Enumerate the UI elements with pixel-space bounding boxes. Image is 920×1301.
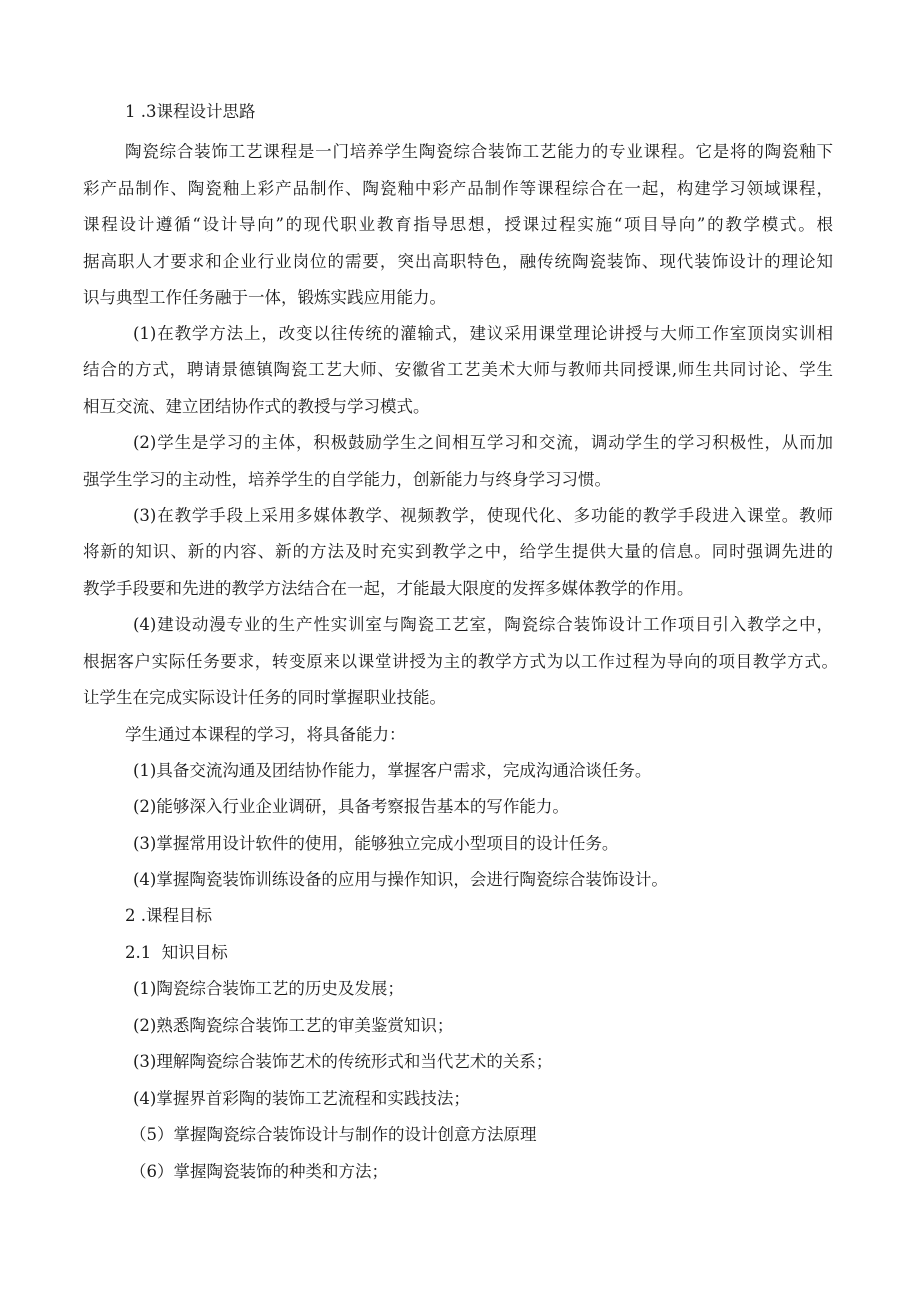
list-item: （6）掌握陶瓷装饰的种类和方法； — [130, 1162, 388, 1181]
paragraph-line: (3)在教学手段上采用多媒体教学、视频教学，使现代化、多功能的教学手段进入课堂。教师 — [133, 506, 833, 525]
paragraph-line: 识与典型工作任务融于一体，锻炼实践应用能力。 — [83, 288, 446, 307]
list-item: （5）掌握陶瓷综合装饰设计与制作的设计创意方法原理 — [130, 1125, 537, 1144]
paragraph-line: 据高职人才要求和企业行业岗位的需要，突出高职特色，融传统陶瓷装饰、现代装饰设计的理论知 — [83, 252, 833, 271]
section-heading-2-1: 2.1 知识目标 — [125, 943, 228, 962]
abilities-intro: 学生通过本课程的学习，将具备能力： — [125, 725, 406, 744]
list-item: (4)掌握陶瓷装饰训练设备的应用与操作知识，会进行陶瓷综合装饰设计。 — [133, 870, 668, 889]
list-item: (1)具备交流沟通及团结协作能力，掌握客户需求，完成沟通洽谈任务。 — [133, 761, 652, 780]
paragraph-line: 让学生在完成实际设计任务的同时掌握职业技能。 — [83, 688, 446, 707]
paragraph-line: 相互交流、建立团结协作式的教授与学习模式。 — [83, 397, 430, 416]
list-item: (1)陶瓷综合装饰工艺的历史及发展； — [133, 979, 404, 998]
list-item: (2)能够深入行业企业调研，具备考察报告基本的写作能力。 — [133, 797, 569, 816]
list-item: (2)熟悉陶瓷综合装饰工艺的审美鉴赏知识； — [133, 1016, 454, 1035]
paragraph-line: 彩产品制作、陶瓷釉上彩产品制作、陶瓷釉中彩产品制作等课程综合在一起，构建学习领域课程， — [83, 179, 833, 198]
list-item: (3)理解陶瓷综合装饰艺术的传统形式和当代艺术的关系； — [133, 1052, 553, 1071]
paragraph-line: 强学生学习的主动性，培养学生的自学能力，创新能力与终身学习习惯。 — [83, 470, 611, 489]
paragraph-line: 课程设计遵循“设计导向”的现代职业教育指导思想，授课过程实施“项目导向”的教学模式。根 — [83, 215, 833, 234]
paragraph-line: 将新的知识、新的内容、新的方法及时充实到教学之中，给学生提供大量的信息。同时强调先进的 — [83, 542, 833, 561]
paragraph-line: (4)建设动漫专业的生产性实训室与陶瓷工艺室，陶瓷综合装饰设计工作项目引入教学之中， — [133, 615, 833, 634]
list-item: (4)掌握界首彩陶的装饰工艺流程和实践技法； — [133, 1089, 470, 1108]
paragraph-line: (1)在教学方法上，改变以往传统的灌输式，建议采用课堂理论讲授与大师工作室顶岗实训相 — [133, 324, 833, 343]
list-item: (3)掌握常用设计软件的使用，能够独立完成小型项目的设计任务。 — [133, 834, 619, 853]
paragraph-line: 根据客户实际任务要求，转变原来以课堂讲授为主的教学方式为以工作过程为导向的项目教学方式。 — [83, 652, 838, 671]
section-heading-1-3: 1 .3课程设计思路 — [125, 102, 256, 121]
paragraph-line: (2)学生是学习的主体，积极鼓励学生之间相互学习和交流，调动学生的学习积极性，从而加 — [133, 433, 833, 452]
paragraph-line: 教学手段要和先进的教学方法结合在一起，才能最大限度的发挥多媒体教学的作用。 — [83, 579, 694, 598]
paragraph-line: 陶瓷综合装饰工艺课程是一门培养学生陶瓷综合装饰工艺能力的专业课程。它是将的陶瓷釉下 — [125, 142, 833, 161]
paragraph-line: 结合的方式，聘请景德镇陶瓷工艺大师、安徽省工艺美术大师与教师共同授课,师生共同讨论、学生 — [83, 360, 833, 379]
section-heading-2: 2 .课程目标 — [125, 906, 212, 925]
